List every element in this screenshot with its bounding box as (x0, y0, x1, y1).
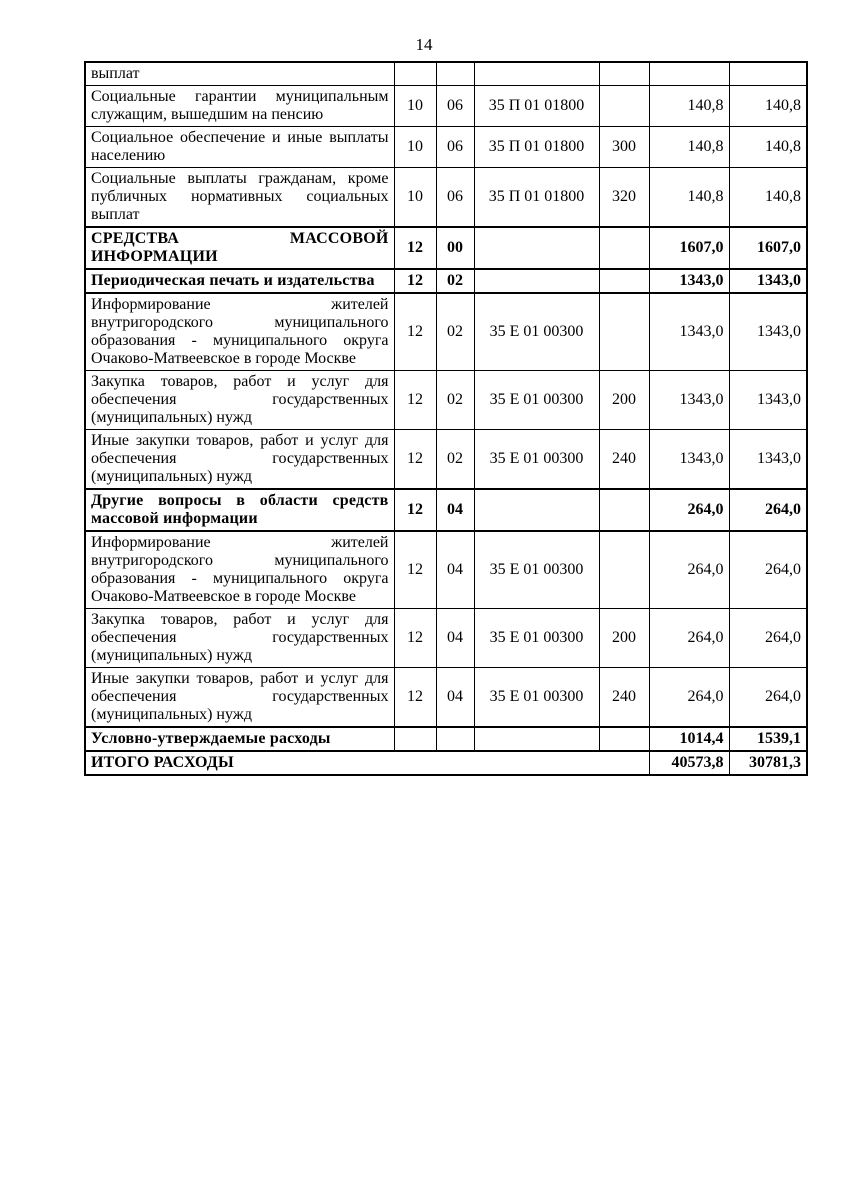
cell-a1: 1343,0 (649, 370, 729, 429)
table-row (85, 167, 807, 227)
cell-rz: 12 (394, 608, 436, 667)
cell-rz: 12 (394, 293, 436, 371)
cell-pr: 02 (436, 429, 474, 489)
cell-pr: 04 (436, 531, 474, 609)
cell-csr: 35 Е 01 00300 (474, 293, 599, 371)
table-row (85, 227, 807, 269)
cell-vr (599, 489, 649, 531)
table-row (85, 667, 807, 727)
cell-csr (474, 62, 599, 86)
cell-pr: 06 (436, 85, 474, 126)
budget-table (84, 61, 808, 776)
cell-vr (599, 531, 649, 609)
cell-rz: 12 (394, 370, 436, 429)
cell-a2: 1343,0 (729, 269, 807, 293)
cell-csr: 35 Е 01 00300 (474, 370, 599, 429)
cell-name: выплат (85, 62, 394, 86)
cell-a1: 140,8 (649, 85, 729, 126)
cell-a1: 1014,4 (649, 727, 729, 751)
page-number: 14 (415, 35, 433, 54)
budget-table-body (85, 62, 807, 775)
cell-vr (599, 62, 649, 86)
cell-csr: 35 П 01 01800 (474, 126, 599, 167)
cell-pr: 02 (436, 269, 474, 293)
cell-a1: 264,0 (649, 667, 729, 727)
cell-a1: 40573,8 (649, 751, 729, 775)
cell-csr: 35 Е 01 00300 (474, 531, 599, 609)
cell-vr (599, 227, 649, 269)
cell-vr: 240 (599, 667, 649, 727)
cell-a2: 264,0 (729, 667, 807, 727)
cell-vr: 320 (599, 167, 649, 227)
table-row (85, 269, 807, 293)
cell-rz: 10 (394, 126, 436, 167)
cell-name: Закупка товаров, работ и услуг для обеспечения государственных (муниципальных) нужд (85, 370, 394, 429)
table-row (85, 85, 807, 126)
cell-csr (474, 489, 599, 531)
cell-a1: 1343,0 (649, 429, 729, 489)
cell-csr: 35 П 01 01800 (474, 85, 599, 126)
cell-vr (599, 85, 649, 126)
cell-name: Условно-утверждаемые расходы (85, 727, 394, 751)
cell-csr: 35 Е 01 00300 (474, 608, 599, 667)
cell-name: ИТОГО РАСХОДЫ (85, 751, 649, 775)
cell-name: СРЕДСТВА МАССОВОЙ ИНФОРМАЦИИ (85, 227, 394, 269)
cell-a2: 1343,0 (729, 370, 807, 429)
cell-pr: 02 (436, 293, 474, 371)
cell-pr: 04 (436, 608, 474, 667)
cell-a2: 1539,1 (729, 727, 807, 751)
cell-name: Социальное обеспечение и иные выплаты населению (85, 126, 394, 167)
cell-rz: 10 (394, 85, 436, 126)
cell-a2: 1607,0 (729, 227, 807, 269)
cell-vr: 240 (599, 429, 649, 489)
cell-pr: 06 (436, 126, 474, 167)
cell-name: Информирование жителей внутригородского муниципального образования - муниципального округа Очаково-Матвеевское в городе Москве (85, 531, 394, 609)
cell-rz (394, 62, 436, 86)
cell-csr: 35 Е 01 00300 (474, 429, 599, 489)
cell-a2: 264,0 (729, 531, 807, 609)
cell-rz: 12 (394, 667, 436, 727)
cell-vr (599, 269, 649, 293)
cell-a1 (649, 62, 729, 86)
cell-vr: 200 (599, 608, 649, 667)
cell-pr: 04 (436, 489, 474, 531)
cell-rz: 12 (394, 227, 436, 269)
cell-a2: 1343,0 (729, 429, 807, 489)
cell-name: Иные закупки товаров, работ и услуг для обеспечения государственных (муниципальных) нужд (85, 429, 394, 489)
cell-rz: 12 (394, 429, 436, 489)
table-row (85, 608, 807, 667)
cell-csr (474, 227, 599, 269)
cell-pr: 00 (436, 227, 474, 269)
table-row (85, 489, 807, 531)
cell-a1: 140,8 (649, 126, 729, 167)
cell-a1: 1343,0 (649, 269, 729, 293)
cell-a2: 30781,3 (729, 751, 807, 775)
cell-a1: 1343,0 (649, 293, 729, 371)
cell-name: Закупка товаров, работ и услуг для обеспечения государственных (муниципальных) нужд (85, 608, 394, 667)
cell-a2: 264,0 (729, 489, 807, 531)
cell-name: Социальные выплаты гражданам, кроме публичных нормативных социальных выплат (85, 167, 394, 227)
cell-a2 (729, 62, 807, 86)
cell-a1: 264,0 (649, 531, 729, 609)
table-row (85, 370, 807, 429)
cell-vr (599, 727, 649, 751)
cell-csr (474, 269, 599, 293)
cell-name: Информирование жителей внутригородского муниципального образования - муниципального округа Очаково-Матвеевское в городе Москве (85, 293, 394, 371)
cell-a2: 1343,0 (729, 293, 807, 371)
cell-rz: 12 (394, 531, 436, 609)
cell-vr: 200 (599, 370, 649, 429)
cell-pr: 04 (436, 667, 474, 727)
cell-a2: 264,0 (729, 608, 807, 667)
cell-a1: 264,0 (649, 608, 729, 667)
cell-vr (599, 293, 649, 371)
cell-vr: 300 (599, 126, 649, 167)
cell-csr: 35 Е 01 00300 (474, 667, 599, 727)
table-row (85, 727, 807, 751)
cell-name: Социальные гарантии муниципальным служащим, вышедшим на пенсию (85, 85, 394, 126)
cell-a2: 140,8 (729, 126, 807, 167)
cell-rz: 12 (394, 269, 436, 293)
cell-pr: 02 (436, 370, 474, 429)
cell-a1: 1607,0 (649, 227, 729, 269)
table-row (85, 751, 807, 775)
cell-name: Периодическая печать и издательства (85, 269, 394, 293)
cell-a2: 140,8 (729, 85, 807, 126)
table-row (85, 531, 807, 609)
table-row (85, 429, 807, 489)
table-row (85, 62, 807, 86)
cell-a1: 140,8 (649, 167, 729, 227)
cell-a2: 140,8 (729, 167, 807, 227)
cell-pr (436, 62, 474, 86)
cell-csr (474, 727, 599, 751)
cell-csr: 35 П 01 01800 (474, 167, 599, 227)
cell-a1: 264,0 (649, 489, 729, 531)
cell-rz: 10 (394, 167, 436, 227)
cell-pr: 06 (436, 167, 474, 227)
cell-pr (436, 727, 474, 751)
cell-name: Иные закупки товаров, работ и услуг для обеспечения государственных (муниципальных) нужд (85, 667, 394, 727)
table-row (85, 126, 807, 167)
cell-rz: 12 (394, 489, 436, 531)
cell-name: Другие вопросы в области средств массовой информации (85, 489, 394, 531)
cell-rz (394, 727, 436, 751)
table-row (85, 293, 807, 371)
